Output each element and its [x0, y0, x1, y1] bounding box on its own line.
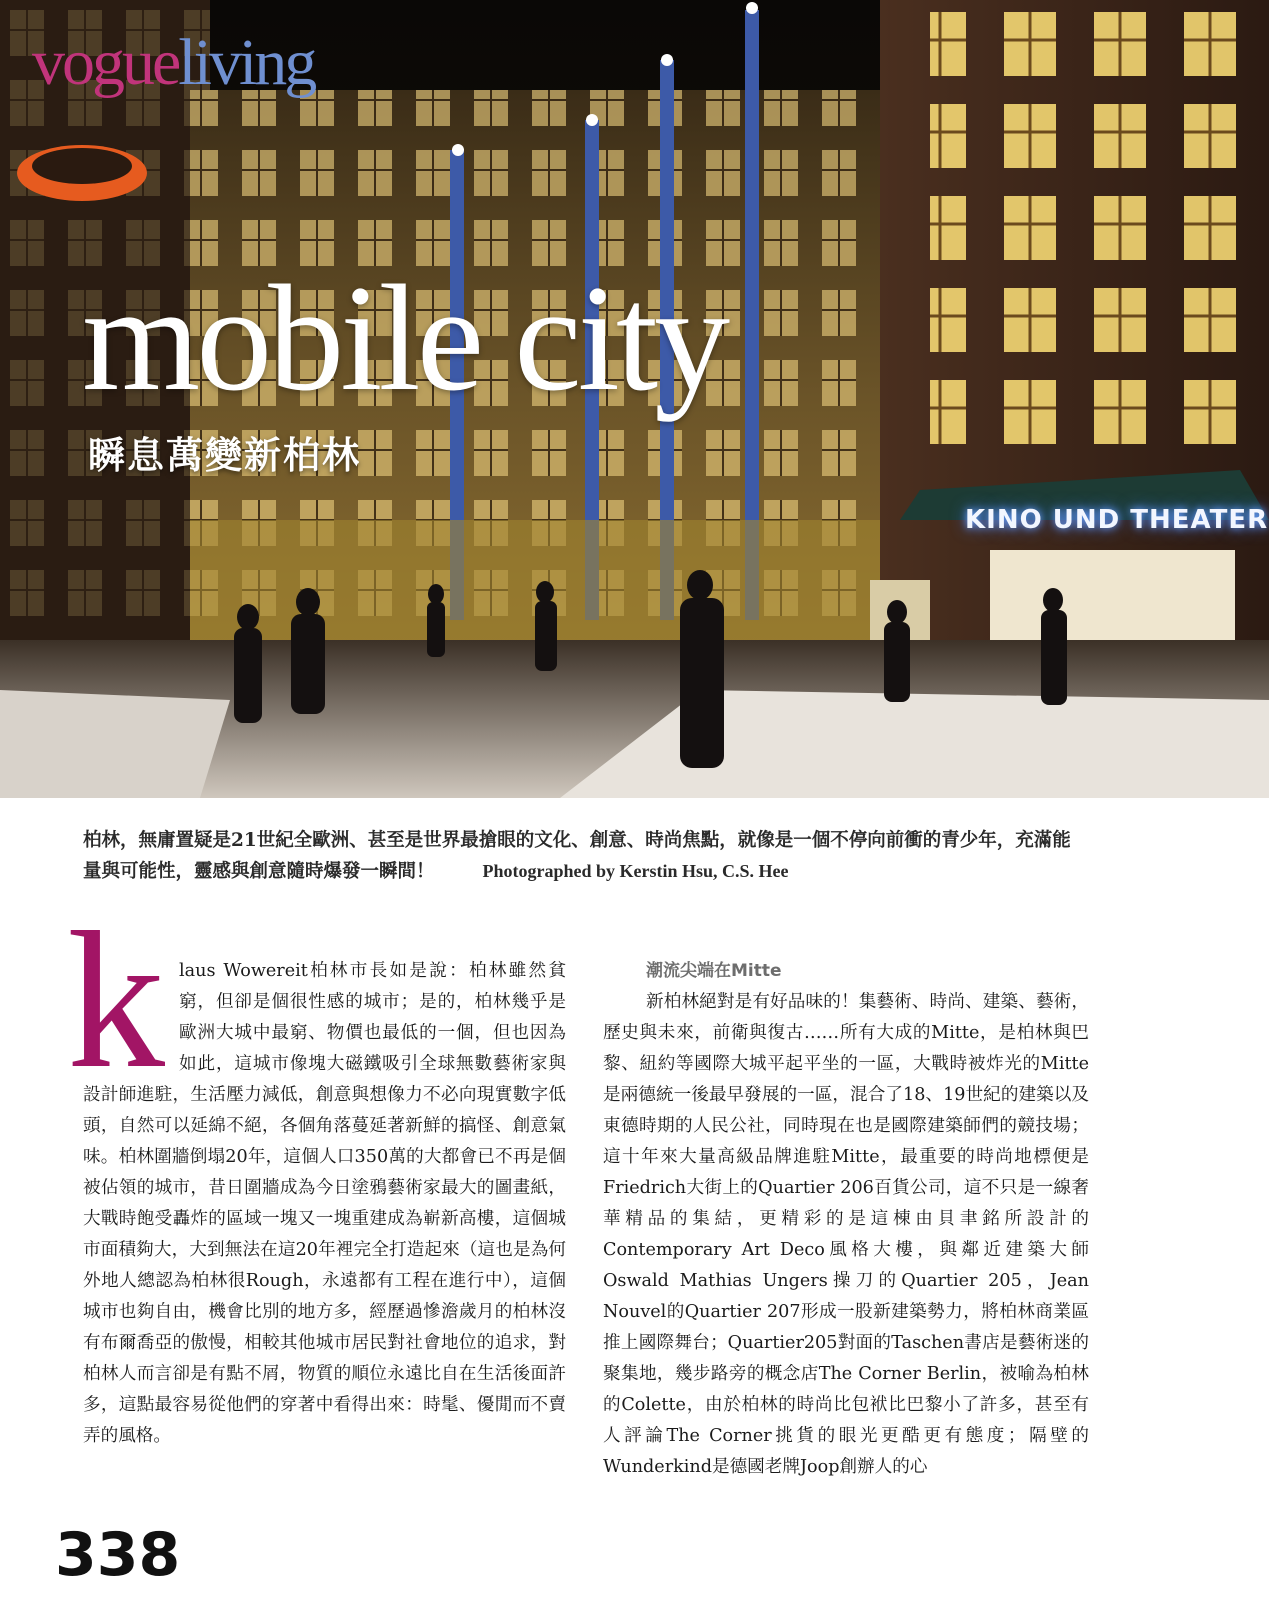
drop-cap: k — [67, 892, 165, 1109]
hero-photo — [0, 0, 1269, 798]
photo-credit: Photographed by Kerstin Hsu, C.S. Hee — [482, 861, 789, 881]
page-number: 338 — [55, 1520, 181, 1590]
article-column-right — [603, 956, 1089, 1483]
magazine-brand — [32, 26, 315, 99]
article-intro — [83, 825, 1083, 887]
brand-living: living — [178, 26, 315, 99]
article-column-left — [67, 892, 566, 1452]
theatre-neon-sign: KINO UND THEATER — [965, 505, 1269, 535]
body-paragraph: 新柏林絕對是有好品味的！集藝術、時尚、建築、藝術，歷史與未來，前衛與復古……所有大成的Mitte，是柏林與巴黎、紐約等國際大城平起平坐的一區，大戰時被炸光的Mitte是兩德統一後最早發展的一區，混合了18、19世紀的建築以及東德時期的人民公社，同時現在也是國際建築師們的競技場；這十年來大量高級品牌進駐Mitte，最重要的時尚地標便是Friedrich大街上的Quartier 206百貨公司，這不只是一線奢華精品的集結，更精彩的是這棟由貝聿銘所設計的Contemporary Art Deco風格大樓，與鄰近建築大師Oswald Mathias Ungers操刀的Quartier 205，Jean Nouvel的Quartier 207形成一股新建築勢力，將柏林商業區推上國際舞台；Quartier205對面的Taschen書店是藝術迷的聚集地，幾步路旁的概念店The Corner Berlin，被喻為柏林的Colette，由於柏林的時尚比包袱比巴黎小了許多，甚至有人評論The Corner挑貨的眼光更酷更有態度；隔壁的Wunderkind是德國老牌Joop創辦人的心 — [603, 992, 1089, 1477]
article-subheadline: 瞬息萬變新柏林 — [88, 433, 361, 477]
brand-vogue: vogue — [32, 26, 179, 99]
article-headline: mobile city — [82, 254, 727, 422]
intro-text: 柏林，無庸置疑是21世紀全歐洲、甚至是世界最搶眼的文化、創意、時尚焦點，就像是一個不停向前衝的青少年，充滿能量與可能性，靈感與創意隨時爆發一瞬間！ — [83, 830, 1071, 882]
section-heading: 潮流尖端在Mitte — [646, 961, 782, 981]
body-paragraph: laus Wowereit柏林市長如是說：柏林雖然貧窮，但卻是個很性感的城市；是的，柏林幾乎是歐洲大城中最窮、物價也最低的一個，但也因為如此，這城市像塊大磁鐵吸引全球無數藝術家與設計師進駐，生活壓力減低，創意與想像力不必向現實數字低頭，自然可以延綿不絕，各個角落蔓延著新鮮的搞怪、創意氣味。柏林圍牆倒塌20年，這個人口350萬的大都會已不再是個被佔領的城市，昔日圍牆成為今日塗鴉藝術家最大的圖畫紙，大戰時飽受轟炸的區域一塊又一塊重建成為嶄新高樓，這個城市面積夠大，大到無法在這20年裡完全打造起來（這也是為何外地人總認為柏林很Rough，永遠都有工程在進行中），這個城市也夠自由，機會比別的地方多，經歷過慘澹歲月的柏林沒有布爾喬亞的傲慢，相較其他城市居民對社會地位的追求，對柏林人而言卻是有點不屑，物質的順位永遠比自在生活後面許多，這點最容易從他們的穿著中看得出來：時髦、優閒而不賣弄的風格。 — [83, 961, 566, 1446]
